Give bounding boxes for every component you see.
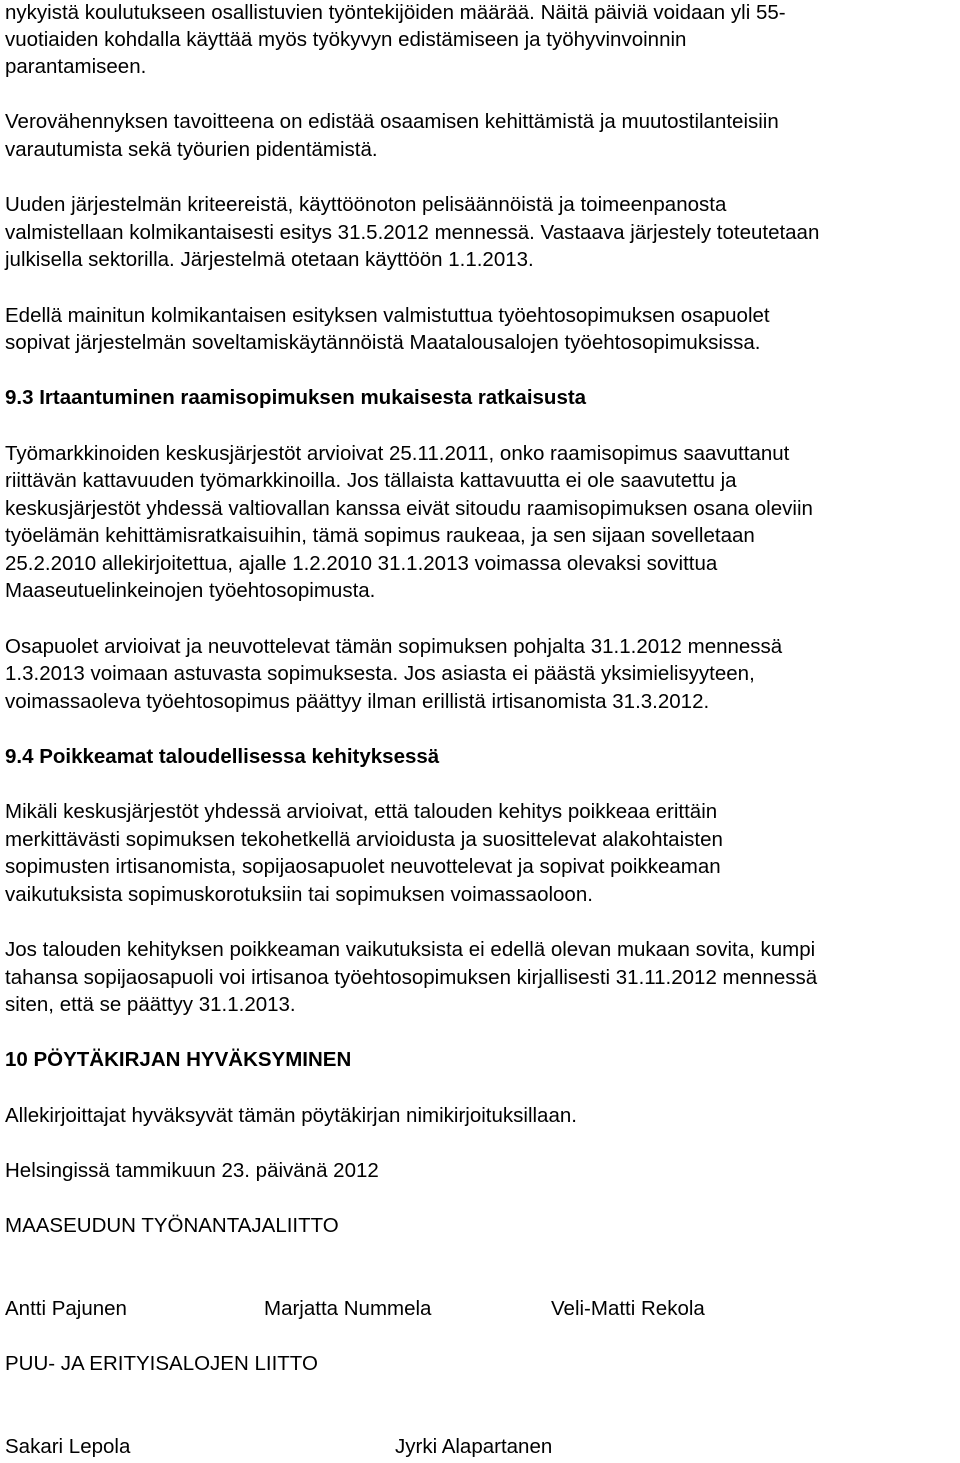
place-date: Helsingissä tammikuun 23. päivänä 2012 xyxy=(5,1159,379,1182)
paragraph-line: keskusjärjestöt yhdessä valtiovallan kanssa eivät sitoudu raamisopimuksen osana oleviin xyxy=(5,497,813,520)
section-heading-10: 10 PÖYTÄKIRJAN HYVÄKSYMINEN xyxy=(5,1048,352,1071)
paragraph-line: siten, että se päättyy 31.1.2013. xyxy=(5,993,296,1016)
paragraph-line: Mikäli keskusjärjestöt yhdessä arvioivat, että talouden kehitys poikkeaa erittäin xyxy=(5,800,718,823)
signer-name: Jyrki Alapartanen xyxy=(395,1435,553,1458)
paragraph-line: Uuden järjestelmän kriteereistä, käyttöönoton pelisäännöistä ja toimeenpanosta xyxy=(5,193,727,216)
paragraph-line: voimassaoleva työehtosopimus päättyy ilman erillistä irtisanomista 31.3.2012. xyxy=(5,690,710,713)
paragraph-line: vaikutuksista sopimuskorotuksiin tai sopimuksen voimassaoloon. xyxy=(5,883,593,906)
paragraph-line: sopivat järjestelmän soveltamiskäytännöistä Maatalousalojen työehtosopimuksissa. xyxy=(5,331,761,354)
paragraph-line: valmistellaan kolmikantaisesti esitys 31.5.2012 mennessä. Vastaava järjestely toteutetaan xyxy=(5,221,820,244)
document-page xyxy=(5,0,955,1463)
paragraph-line: vuotiaiden kohdalla käyttää myös työkyvyn edistämiseen ja työhyvinvoinnin xyxy=(5,28,687,51)
paragraph-line: Osapuolet arvioivat ja neuvottelevat tämän sopimuksen pohjalta 31.1.2012 mennessä xyxy=(5,635,783,658)
paragraph-line: merkittävästi sopimuksen tekohetkellä arvioidusta ja suosittelevat alakohtaisten xyxy=(5,828,723,851)
paragraph-line: Edellä mainitun kolmikantaisen esityksen valmistuttua työehtosopimuksen osapuolet xyxy=(5,304,770,327)
paragraph-line: riittävän kattavuuden työmarkkinoilla. Jos tällaista kattavuutta ei ole saavutettu ja xyxy=(5,469,737,492)
section-heading-9-3: 9.3 Irtaantuminen raamisopimuksen mukaisesta ratkaisusta xyxy=(5,386,587,409)
paragraph-line: Jos talouden kehityksen poikkeaman vaikutuksista ei edellä olevan mukaan sovita, kumpi xyxy=(5,938,816,961)
paragraph-line: Maaseutuelinkeinojen työehtosopimusta. xyxy=(5,579,376,602)
signer-name: Sakari Lepola xyxy=(5,1435,131,1458)
paragraph-line: julkisella sektorilla. Järjestelmä otetaan käyttöön 1.1.2013. xyxy=(5,248,534,271)
paragraph-line: Verovähennyksen tavoitteena on edistää osaamisen kehittämistä ja muutostilanteisiin xyxy=(5,110,779,133)
signer-name: Marjatta Nummela xyxy=(264,1297,432,1320)
paragraph-line: parantamiseen. xyxy=(5,55,147,78)
paragraph-line: tahansa sopijaosapuoli voi irtisanoa työehtosopimuksen kirjallisesti 31.11.2012 mennessä xyxy=(5,966,818,989)
paragraph-line: nykyistä koulutukseen osallistuvien työntekijöiden määrää. Näitä päiviä voidaan yli 55- xyxy=(5,1,786,24)
section-heading-9-4: 9.4 Poikkeamat taloudellisessa kehityksessä xyxy=(5,745,440,768)
signer-name: Veli-Matti Rekola xyxy=(551,1297,705,1320)
approval-statement: Allekirjoittajat hyväksyvät tämän pöytäkirjan nimikirjoituksillaan. xyxy=(5,1104,577,1127)
paragraph-line: sopimusten irtisanomista, sopijaosapuolet neuvottelevat ja sopivat poikkeaman xyxy=(5,855,721,878)
paragraph-line: 1.3.2013 voimaan astuvasta sopimuksesta. Jos asiasta ei päästä yksimielisyyteen, xyxy=(5,662,755,685)
organization-name: PUU- JA ERITYISALOJEN LIITTO xyxy=(5,1352,318,1375)
paragraph-line: työelämän kehittämisratkaisuihin, tämä sopimus raukeaa, ja sen sijaan sovelletaan xyxy=(5,524,755,547)
signer-name: Antti Pajunen xyxy=(5,1297,127,1320)
paragraph-line: 25.2.2010 allekirjoitettua, ajalle 1.2.2010 31.1.2013 voimassa olevaksi sovittua xyxy=(5,552,718,575)
paragraph-line: varautumista sekä työurien pidentämistä. xyxy=(5,138,378,161)
organization-name: MAASEUDUN TYÖNANTAJALIITTO xyxy=(5,1214,339,1237)
paragraph-line: Työmarkkinoiden keskusjärjestöt arvioivat 25.11.2011, onko raamisopimus saavuttanut xyxy=(5,442,790,465)
